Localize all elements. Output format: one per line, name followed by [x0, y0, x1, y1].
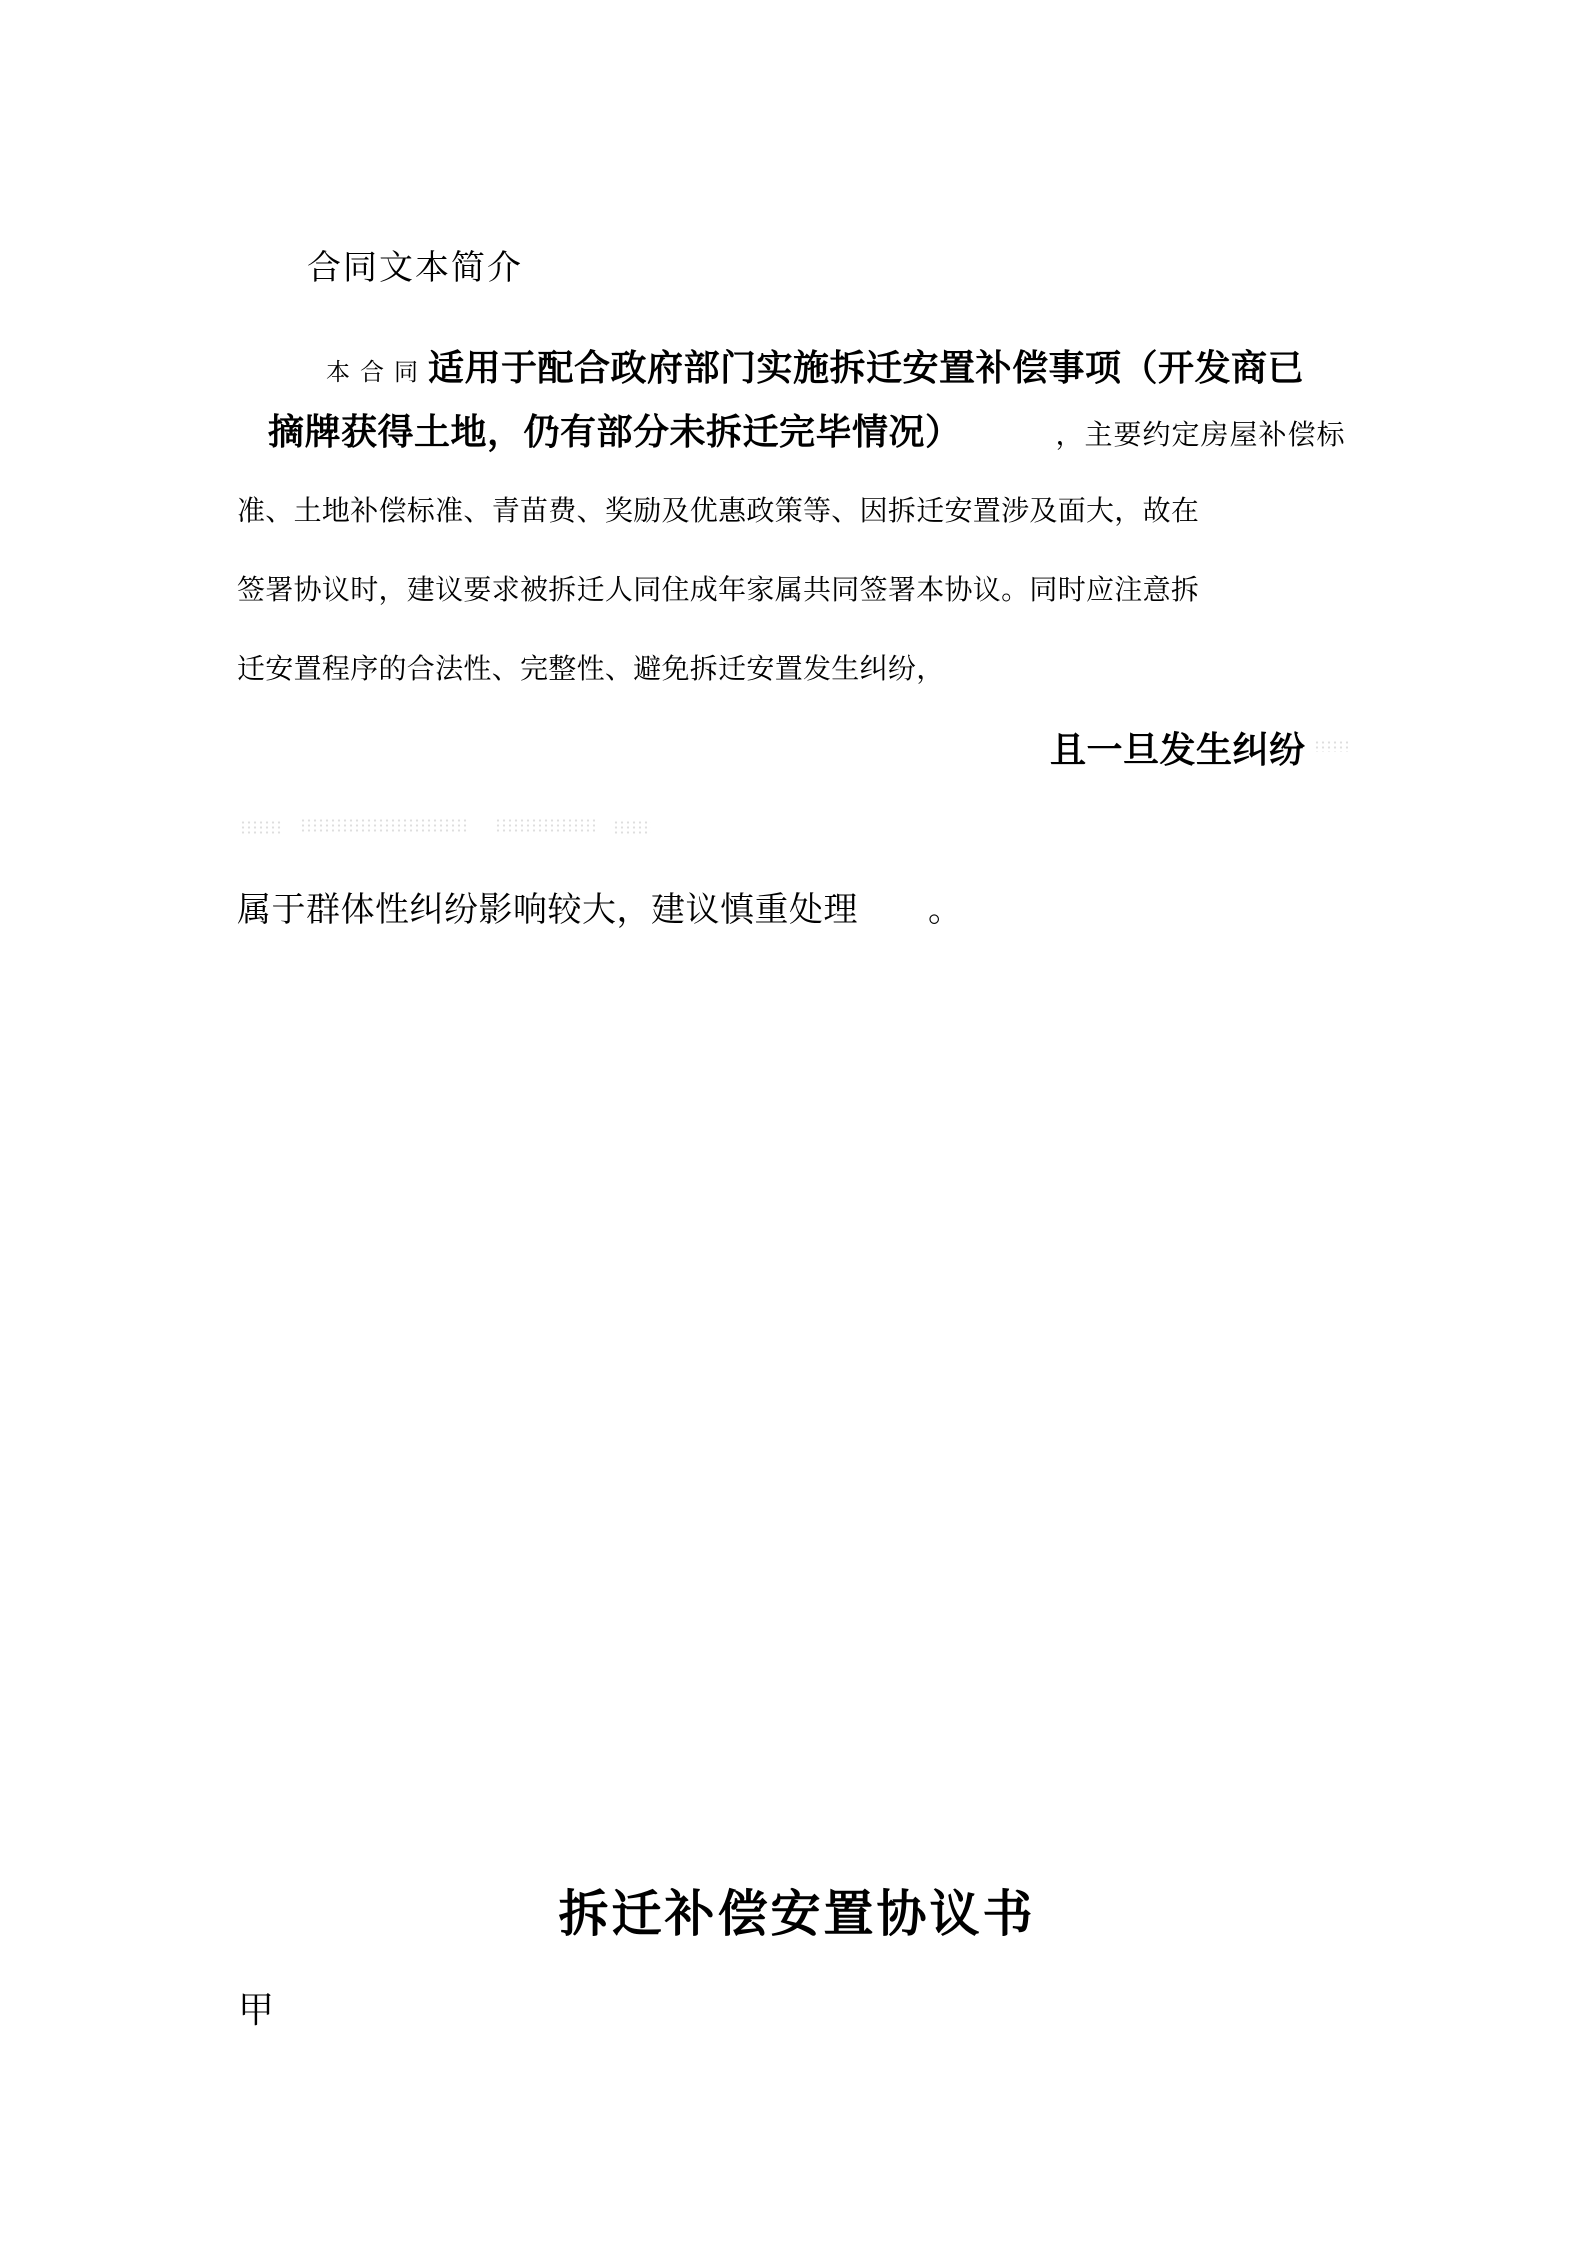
faint-text-artifact: [613, 820, 651, 834]
intro-heading: 合同文本简介: [307, 249, 523, 287]
intro-line-6: 且一旦发生纠纷: [1050, 729, 1306, 770]
faint-text-artifact: [300, 818, 470, 832]
intro-line-2-main: 摘牌获得土地，仍有部分未拆迁完毕情况）: [268, 411, 944, 452]
intro-line-3: 准、土地补偿标准、青苗费、奖励及优惠政策等、因拆迁安置涉及面大，故在: [237, 495, 1200, 526]
agreement-title: 拆迁补偿安置协议书: [558, 1886, 1036, 1942]
intro-line-5: 迁安置程序的合法性、完整性、避免拆迁安置发生纠纷，: [237, 653, 945, 684]
faint-text-artifact: [1314, 740, 1348, 752]
intro-line-1-main: 适用于配合政府部门实施拆迁安置补偿事项（开发商已: [428, 347, 1305, 388]
intro-line-7-period: 。: [928, 891, 963, 929]
party-a-label: 甲: [238, 1989, 275, 2030]
intro-line-1-prefix: 本合同: [326, 359, 428, 386]
faint-text-artifact: [240, 820, 282, 834]
intro-line-2-tail: ，主要约定房屋补偿标: [1055, 419, 1346, 450]
intro-line-2: [268, 404, 1346, 455]
faint-text-artifact: [495, 818, 595, 832]
intro-line-7: [237, 882, 963, 931]
intro-line-1: [326, 340, 1304, 391]
intro-line-7-text: 属于群体性纠纷影响较大，建议慎重处理: [237, 891, 858, 929]
intro-line-4: 签署协议时，建议要求被拆迁人同住成年家属共同签署本协议。同时应注意拆: [237, 574, 1200, 605]
